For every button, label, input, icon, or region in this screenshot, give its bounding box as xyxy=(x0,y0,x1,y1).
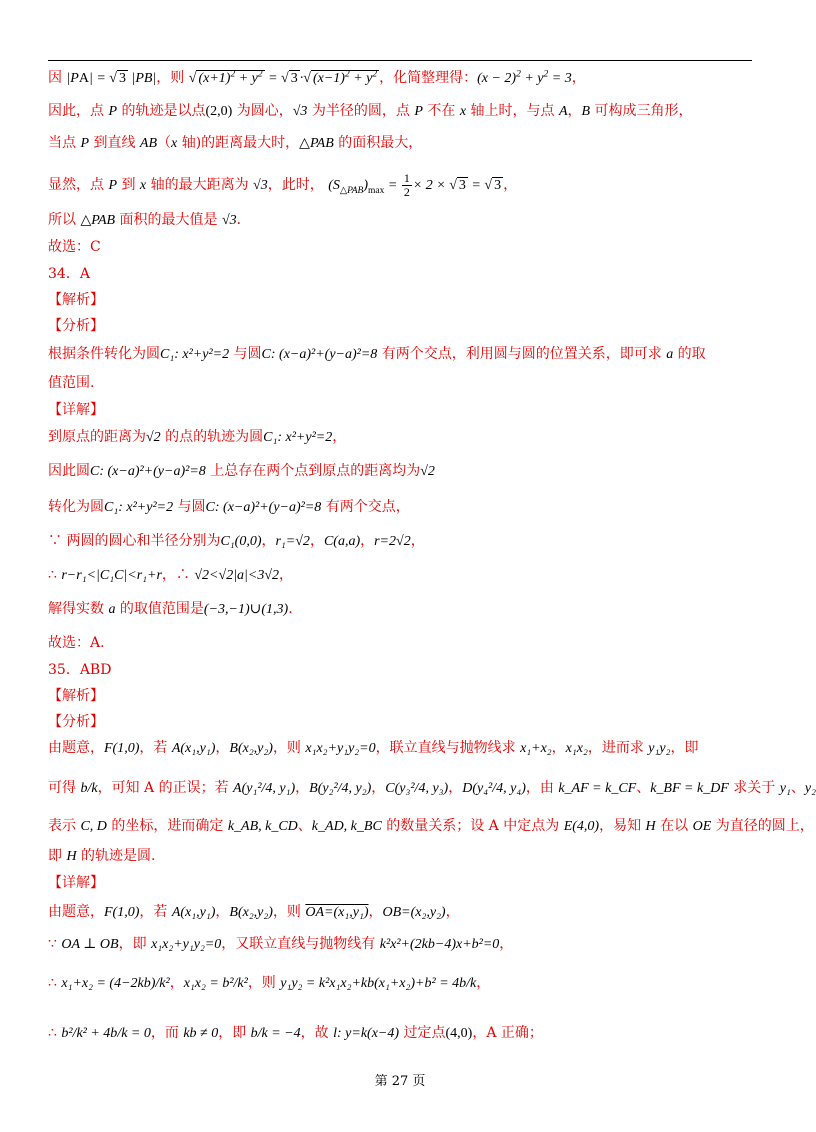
text-run: $(x-1)^2 + y^2$ xyxy=(312,69,378,86)
math-expr: P xyxy=(80,136,90,151)
text-run: 1 xyxy=(403,171,410,186)
math-expr: C: (x−a)²+(y−a)²=8 xyxy=(205,500,322,515)
text-run: 【解析】 xyxy=(48,688,104,704)
text-line xyxy=(48,170,758,201)
text-run: ，A 正确； xyxy=(472,1025,543,1041)
math-expr: OB=(x₂,y₂) xyxy=(382,905,446,920)
math-expr: OA=(x₁,y₁) xyxy=(305,905,369,920)
text-run: 3 xyxy=(118,71,126,86)
text-line xyxy=(48,497,758,518)
question-number xyxy=(48,660,758,680)
math-expr: $(S_{\triangle PAB})_{max}$ = $\frac{1}{2}$ × 2 × √ 3 = √ 3 xyxy=(328,171,502,200)
section-heading xyxy=(48,686,758,706)
header-rule xyxy=(48,60,752,61)
text-run: 【解析】 xyxy=(48,292,104,308)
text-run: 的取值范围是 xyxy=(115,601,204,617)
math-expr: x xyxy=(171,136,178,151)
text-line xyxy=(48,772,816,805)
text-run: √ xyxy=(188,71,197,86)
text-run: ∵ xyxy=(48,936,62,952)
text-run: ，由 xyxy=(525,780,559,796)
text-run: 的数量关系；设 A 中定点为 xyxy=(381,818,564,834)
text-run: 与圆 xyxy=(229,346,262,362)
text-run: 的坐标，进而确定 xyxy=(106,818,228,834)
text-run: 显然，点 xyxy=(48,177,109,193)
math-expr: (−3,−1)∪(1,3) xyxy=(203,602,289,617)
text-line xyxy=(48,68,758,89)
math-expr: |PA| = √ 3 |PB| xyxy=(66,71,157,86)
math-expr: y₁y₂ xyxy=(648,741,671,756)
math-expr: x₁x₂+y₁y₂=0 xyxy=(151,937,222,952)
text-run: 由题意， xyxy=(48,740,104,756)
text-run: 、 xyxy=(636,780,651,796)
text-run: ，进而求 xyxy=(587,740,649,756)
math-expr: H xyxy=(645,819,656,834)
math-expr: kb ≠ 0 xyxy=(183,1026,219,1041)
text-run: 即 xyxy=(48,848,67,864)
text-run: A xyxy=(78,71,89,86)
text-run: ， xyxy=(360,533,375,549)
text-run: ， xyxy=(161,567,176,583)
text-run: ， xyxy=(332,429,347,445)
text-run: ， xyxy=(499,936,514,952)
text-run: 2 xyxy=(403,185,410,200)
text-run: 【分析】 xyxy=(48,714,104,730)
text-line xyxy=(48,966,758,1001)
math-expr: k_AF = k_CF xyxy=(558,781,637,796)
math-expr: k²x²+(2kb−4)x+b²=0 xyxy=(379,937,500,952)
text-run: ，则 xyxy=(247,975,281,991)
text-run: 为直径的圆上， xyxy=(711,818,814,834)
text-run: 为半径的圆，点 xyxy=(307,103,415,119)
text-line xyxy=(48,427,758,448)
text-run: 转化为圆 xyxy=(48,499,104,515)
math-expr: √ $(x+1)^2 + y^2$ = √ 3 ·√ $(x-1)^2 + y^2$ xyxy=(188,69,378,86)
math-expr: △PAB xyxy=(80,213,116,228)
math-expr: F(1,0) xyxy=(104,905,140,920)
text-line xyxy=(48,531,758,552)
text-run: ，联立直线与抛物线求 xyxy=(375,740,521,756)
text-line xyxy=(48,237,758,257)
text-run: 【详解】 xyxy=(48,875,104,891)
text-run: ， xyxy=(410,533,425,549)
text-run: ，若 xyxy=(139,904,172,920)
math-expr: C: (x−a)²+(y−a)²=8 xyxy=(261,347,378,362)
text-run: 到 xyxy=(117,177,140,193)
text-run: 值范围. xyxy=(48,375,95,391)
text-run: ， xyxy=(261,533,276,549)
math-expr: F(1,0) xyxy=(104,741,140,756)
text-run: ∴ xyxy=(175,567,195,583)
math-expr: √2 xyxy=(420,464,435,479)
text-run: ，若 xyxy=(139,740,172,756)
math-expr: C(y₃²/4, y₃) xyxy=(385,781,449,796)
math-expr: A(x₁,y₁) xyxy=(171,741,216,756)
text-line xyxy=(48,599,758,620)
text-run: ， xyxy=(215,904,230,920)
text-run: 有两个交点，利用圆与圆的位置关系，即可求 xyxy=(377,346,667,362)
section-heading xyxy=(48,712,758,732)
text-run: ， xyxy=(309,533,324,549)
text-run: 当点 xyxy=(48,135,81,151)
text-run: ， xyxy=(368,904,383,920)
math-expr: C₁: x²+y²=2 xyxy=(263,430,333,445)
math-expr: r=2√2 xyxy=(374,534,411,549)
math-expr: √3 xyxy=(221,213,237,228)
math-expr: B(x₂,y₂) xyxy=(229,905,273,920)
text-line xyxy=(48,133,758,154)
math-expr: B(x₂,y₂) xyxy=(229,741,273,756)
math-expr: x₁x₂+y₁y₂=0 xyxy=(305,741,376,756)
text-run: ， xyxy=(476,975,491,991)
text-run: ． xyxy=(236,212,251,228)
text-run: 的轨迹是以点 xyxy=(117,103,206,119)
math-expr: x₁+x₂ = (4−2kb)/k² xyxy=(61,976,170,991)
text-run: ， xyxy=(503,177,518,193)
math-expr: P xyxy=(108,178,118,193)
text-line xyxy=(48,101,758,122)
math-expr: √2 xyxy=(146,430,161,445)
text-run: 的面积最大， xyxy=(333,135,423,151)
math-expr: OE xyxy=(692,819,712,834)
text-run xyxy=(402,172,412,199)
text-run: ，则 xyxy=(156,70,185,86)
math-expr: k_AD, k_BC xyxy=(311,819,382,834)
math-expr: C(a,a) xyxy=(323,534,361,549)
math-expr: y₂ xyxy=(804,781,816,796)
text-line xyxy=(48,738,758,759)
text-run: 可得 xyxy=(48,780,81,796)
text-run: ， xyxy=(551,740,566,756)
text-run: 3 xyxy=(458,178,466,193)
text-run: 面积的最大值是 xyxy=(115,212,222,228)
text-run: ，而 xyxy=(150,1025,184,1041)
text-run: ，化简整理得： xyxy=(379,70,478,86)
math-expr: OA ⊥ OB xyxy=(61,937,119,952)
text-run: ， xyxy=(279,567,294,583)
math-expr: E(4,0) xyxy=(563,819,600,834)
text-run: 、 xyxy=(297,818,312,834)
text-run: 轴上时，与点 xyxy=(466,103,559,119)
math-expr: k_BF = k_DF xyxy=(650,781,729,796)
text-line xyxy=(48,344,758,365)
math-expr: B(y₂²/4, y₂) xyxy=(309,781,372,796)
text-run: 故选：C xyxy=(48,239,101,255)
math-expr: C₁: x²+y²=2 xyxy=(160,347,230,362)
math-expr: y₁y₂ = k²x₁x₂+kb(x₁+x₂)+b² = 4b/k xyxy=(280,976,477,991)
text-run: 因 xyxy=(48,70,62,86)
math-expr: l: y=k(x−4) xyxy=(333,1026,400,1041)
section-heading xyxy=(48,400,758,420)
text-run: 轴)的距离最大时， xyxy=(177,135,300,151)
text-line xyxy=(48,633,758,653)
math-expr: b²/k² + 4b/k = 0 xyxy=(61,1026,151,1041)
math-expr: r−r₁<|C₁C|<r₁+r xyxy=(61,568,162,583)
text-run: 表示 xyxy=(48,818,81,834)
math-expr: √3 xyxy=(253,178,268,193)
text-line xyxy=(48,461,758,482)
text-run: 轴的最大距离为 xyxy=(146,177,254,193)
text-run: 根据条件转化为圆 xyxy=(48,346,160,362)
math-expr: P xyxy=(414,104,423,119)
math-expr: a xyxy=(666,347,674,362)
text-run: 过定点 xyxy=(399,1025,446,1041)
math-expr: A(x₁,y₁) xyxy=(171,905,216,920)
math-expr: x₁x₂ = b²/k² xyxy=(183,976,248,991)
text-run: 35．ABD xyxy=(48,662,112,678)
text-line xyxy=(48,565,758,586)
math-expr: AB xyxy=(139,136,158,151)
text-run: 所以 xyxy=(48,212,81,228)
text-run: 不在 xyxy=(422,103,460,119)
text-run: ，易知 xyxy=(599,818,646,834)
text-run: 故选：A. xyxy=(48,635,105,651)
text-run: （ xyxy=(157,135,172,151)
page-footer: 第 27 页 xyxy=(374,1074,426,1089)
text-run: ∴ xyxy=(48,1025,62,1041)
text-run: 3 xyxy=(494,178,502,193)
text-line xyxy=(48,846,758,867)
text-run: ，则 xyxy=(272,740,306,756)
text-run: 34．A xyxy=(48,266,90,282)
question-number xyxy=(48,264,758,284)
math-expr: C: (x−a)²+(y−a)²=8 xyxy=(90,464,206,479)
math-expr: x₁+x₂ xyxy=(520,741,552,756)
text-run: 到原点的距离为 xyxy=(48,429,146,445)
text-run: 【详解】 xyxy=(48,402,104,418)
text-run: ，即 xyxy=(118,936,152,952)
text-run: 解得实数 xyxy=(48,601,109,617)
section-heading xyxy=(48,316,758,336)
text-line xyxy=(48,373,758,393)
text-run: 上总存在两个点到原点的距离均为 xyxy=(205,463,421,479)
math-expr: y₁ xyxy=(779,781,791,796)
text-run: 到直线 xyxy=(89,135,140,151)
section-heading xyxy=(48,873,758,893)
math-expr: △PAB xyxy=(299,136,334,151)
text-run: ∵ 两圆的圆心和半径分别为 xyxy=(48,533,221,549)
math-expr: $(x - 2)^2 + y^2 = 3$ xyxy=(477,69,572,86)
math-expr: A(y₁²/4, y₁) xyxy=(233,781,296,796)
section-heading xyxy=(48,290,758,310)
text-run: 与圆 xyxy=(173,499,206,515)
text-run: ， xyxy=(445,904,460,920)
text-run: 因此，点 xyxy=(48,103,109,119)
text-run: ，则 xyxy=(272,904,306,920)
text-run: 的点的轨迹为圆 xyxy=(160,429,264,445)
text-run: 求关于 xyxy=(728,780,780,796)
text-run: ，又联立直线与抛物线有 xyxy=(221,936,380,952)
math-expr: x xyxy=(139,178,147,193)
math-expr: H xyxy=(66,849,77,864)
text-run: √ xyxy=(303,71,311,86)
math-expr: P xyxy=(108,104,118,119)
text-run: 为圆心， xyxy=(232,103,293,119)
text-run: ，即 xyxy=(670,740,699,756)
text-run: 由题意， xyxy=(48,904,104,920)
text-run: 在以 xyxy=(655,818,693,834)
text-run: ， xyxy=(571,70,586,86)
math-expr: r₁=√2 xyxy=(275,534,310,549)
text-run: ， xyxy=(448,780,463,796)
text-run: 、 xyxy=(790,780,805,796)
text-run: $(x+1)^2 + y^2$ xyxy=(198,69,263,86)
text-run: ，故 xyxy=(300,1025,334,1041)
math-expr: C₁(0,0) xyxy=(220,534,262,549)
text-run: ， xyxy=(215,740,230,756)
math-expr: C₁: x²+y²=2 xyxy=(104,500,174,515)
text-run: ， xyxy=(567,103,582,119)
math-expr: x xyxy=(459,104,467,119)
text-line xyxy=(48,902,758,923)
math-expr: C, D xyxy=(80,819,107,834)
text-line xyxy=(48,210,758,231)
text-run: PB xyxy=(135,71,153,86)
math-expr: √3 xyxy=(292,104,308,119)
math-expr: √2<√2|a|<3√2 xyxy=(194,568,280,583)
math-expr: x₁x₂ xyxy=(565,741,588,756)
text-run: ， xyxy=(169,975,184,991)
text-run: ，此时， xyxy=(267,177,324,193)
text-run: ， xyxy=(371,780,386,796)
text-run: 3 xyxy=(290,71,298,86)
math-expr: a xyxy=(108,602,116,617)
text-run: ， xyxy=(295,780,310,796)
math-expr: k_AB, k_CD xyxy=(227,819,298,834)
text-run: ∴ xyxy=(48,975,62,991)
text-run: 【分析】 xyxy=(48,318,104,334)
text-run: 的取 xyxy=(673,346,706,362)
text-run: ，即 xyxy=(218,1025,251,1041)
math-expr: b/k = −4 xyxy=(250,1026,301,1041)
text-run: ∴ xyxy=(48,567,62,583)
text-run: 可构成三角形， xyxy=(590,103,693,119)
text-run: 因此圆 xyxy=(48,463,90,479)
text-line xyxy=(48,1016,758,1051)
math-expr: A xyxy=(558,104,568,119)
math-expr: B xyxy=(581,104,591,119)
text-run: ，可知 A 的正误；若 xyxy=(97,780,234,796)
text-run: . xyxy=(288,601,293,617)
text-run: 有两个交点， xyxy=(321,499,410,515)
text-line xyxy=(48,934,758,955)
text-line xyxy=(48,816,814,837)
math-expr: (2,0) xyxy=(205,104,233,119)
math-expr: (4,0) xyxy=(445,1026,473,1041)
math-expr: D(y₄²/4, y₄) xyxy=(462,781,526,796)
text-run: 的轨迹是圆. xyxy=(76,848,156,864)
math-expr: b/k xyxy=(80,781,98,796)
